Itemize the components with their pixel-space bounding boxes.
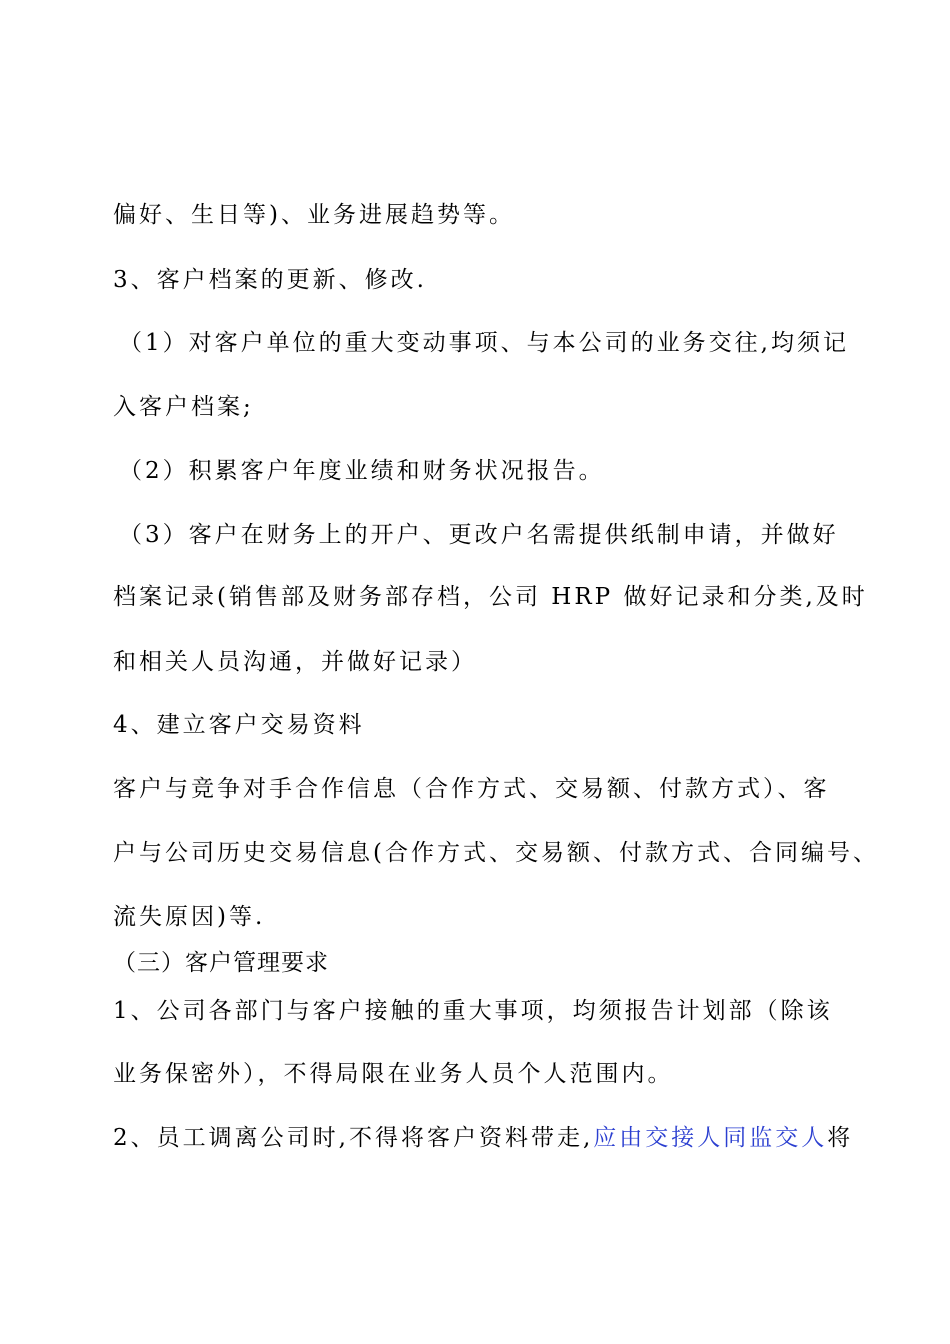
text-segment: 将 — [827, 1125, 854, 1151]
text-line: 入客户档案; — [113, 394, 254, 420]
text-line: 户与公司历史交易信息(合作方式、交易额、付款方式、合同编号、 — [113, 840, 879, 866]
text-line: 业务保密外），不得局限在业务人员个人范围内。 — [113, 1061, 674, 1087]
highlighted-text: 应由交接人同监交人 — [593, 1125, 828, 1151]
sub-item-1: （1）对客户单位的重大变动事项、与本公司的业务交往,均须记 — [119, 330, 849, 356]
text-segment: 2、员工调离公司时,不得将客户资料带走, — [113, 1125, 594, 1151]
sub-item-3: （3）客户在财务上的开户、更改户名需提供纸制申请，并做好 — [119, 522, 839, 548]
text-line: 流失原因)等. — [113, 904, 266, 930]
requirement-item-1: 1、公司各部门与客户接触的重大事项，均须报告计划部（除该 — [113, 998, 833, 1024]
requirement-item-2 — [113, 1123, 853, 1153]
sub-item-2: （2）积累客户年度业绩和财务状况报告。 — [119, 458, 605, 484]
section-item-3: 3、客户档案的更新、修改. — [113, 267, 427, 293]
text-line: 偏好、生日等)、业务进展趋势等。 — [113, 202, 515, 228]
section-item-4: 4、建立客户交易资料 — [113, 712, 365, 738]
section-heading: （三）客户管理要求 — [113, 950, 329, 976]
text-line: 客户与竞争对手合作信息（合作方式、交易额、付款方式）、客 — [113, 776, 830, 802]
text-line: 和相关人员沟通，并做好记录） — [113, 649, 477, 675]
text-line: 档案记录(销售部及财务部存档，公司 HRP 做好记录和分类,及时 — [113, 584, 868, 610]
